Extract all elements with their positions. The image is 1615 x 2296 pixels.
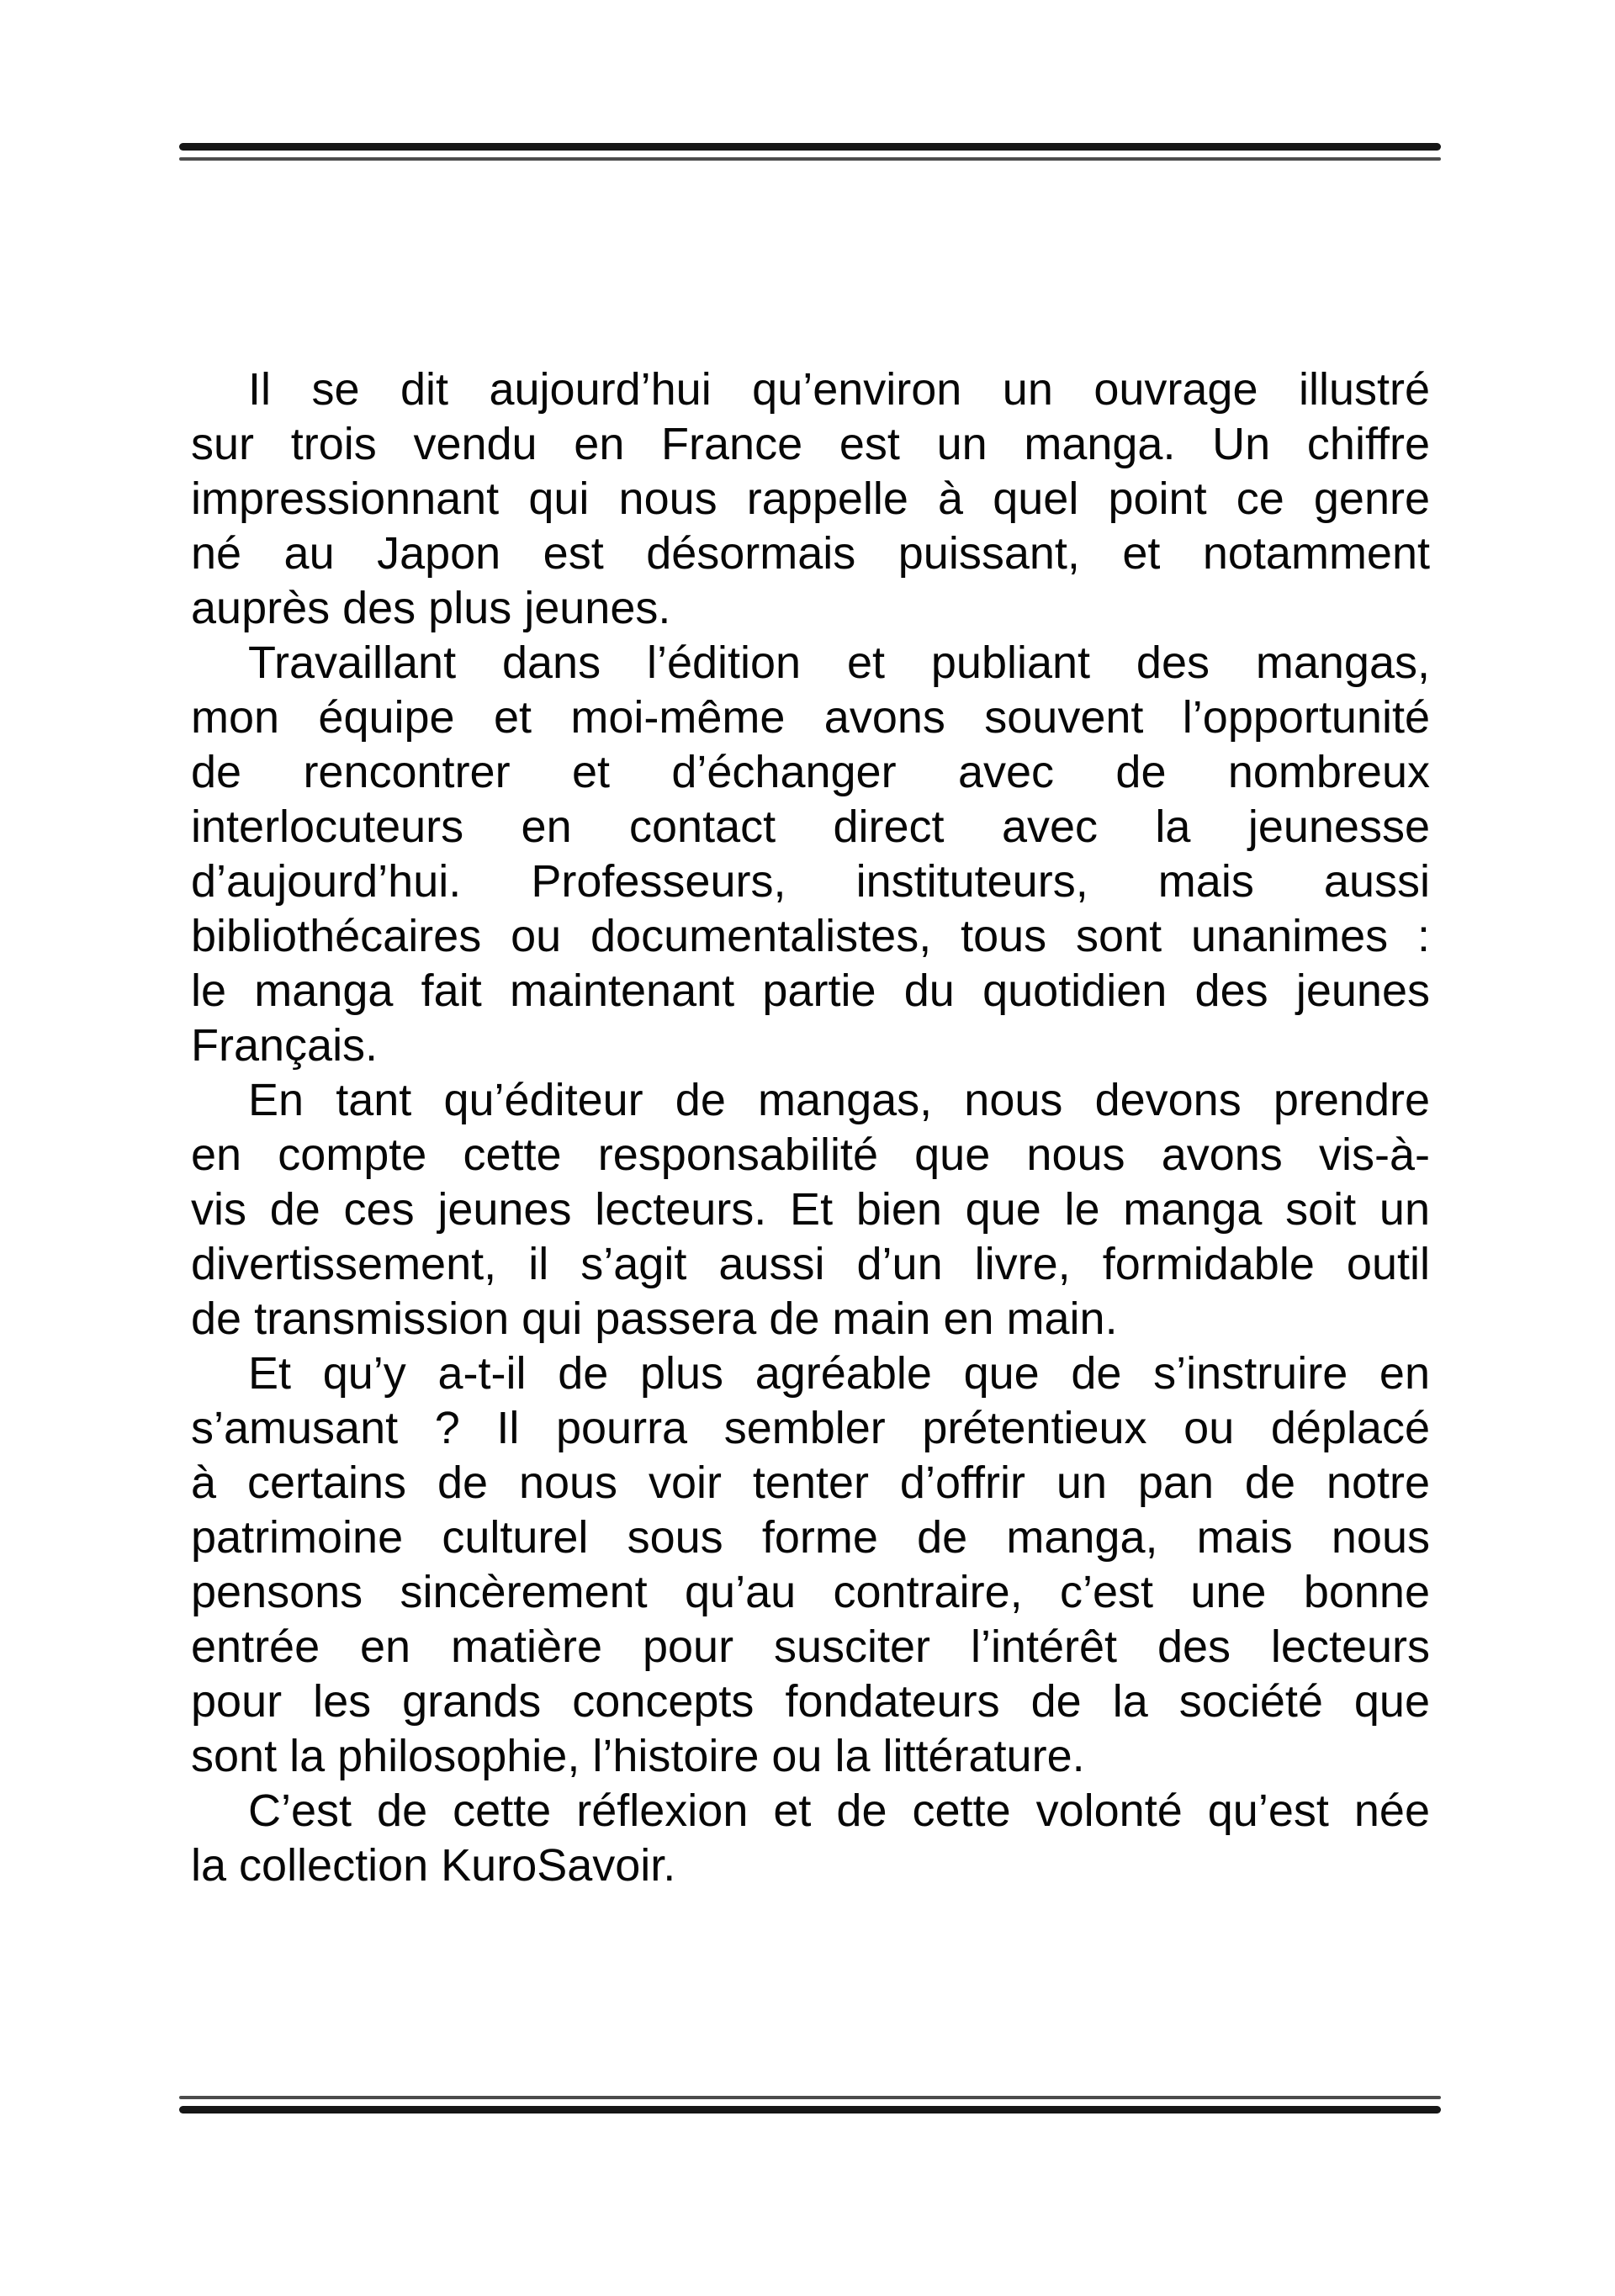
bottom-border-thin-rule [179, 2096, 1441, 2099]
text-line: entrée en matière pour susciter l’intérêt des lecteurs [191, 1621, 1430, 1672]
text-line: en compte cette responsabilité que nous avons vis-à- [191, 1129, 1430, 1180]
bottom-border-thick-rule [179, 2106, 1441, 2113]
text-line: Et qu’y a-t-il de plus agréable que de s’instruire en [248, 1348, 1430, 1399]
text-line: Français. [191, 1020, 379, 1071]
text-line: s’amusant ? Il pourra sembler prétentieux ou déplacé [191, 1403, 1430, 1453]
top-border-thick-rule [179, 143, 1441, 151]
text-line: le manga fait maintenant partie du quotidien des jeunes [191, 965, 1430, 1016]
text-line: patrimoine culturel sous forme de manga, mais nous [191, 1512, 1430, 1563]
text-line: bibliothécaires ou documentalistes, tous sont unanimes : [191, 911, 1430, 961]
paragraph-2 [191, 636, 1430, 1073]
text-line: interlocuteurs en contact direct avec la jeunesse [191, 801, 1430, 852]
text-line: mon équipe et moi-même avons souvent l’opportunité [191, 692, 1430, 743]
preface-text-block [191, 362, 1430, 1893]
top-border-thin-rule [179, 157, 1441, 161]
text-line: la collection KuroSavoir. [191, 1840, 676, 1891]
text-line: C’est de cette réflexion et de cette volonté qu’est née [248, 1785, 1430, 1836]
paragraph-4 [191, 1346, 1430, 1784]
text-line: Travaillant dans l’édition et publiant des mangas, [248, 637, 1430, 688]
text-line: Il se dit aujourd’hui qu’environ un ouvrage illustré [248, 364, 1430, 415]
text-line: d’aujourd’hui. Professeurs, instituteurs, mais aussi [191, 856, 1430, 907]
paragraph-1 [191, 362, 1430, 636]
text-line: impressionnant qui nous rappelle à quel point ce genre [191, 473, 1430, 524]
text-line: vis de ces jeunes lecteurs. Et bien que le manga soit un [191, 1184, 1430, 1235]
text-line: de transmission qui passera de main en main. [191, 1293, 1118, 1344]
text-line: à certains de nous voir tenter d’offrir un pan de notre [191, 1457, 1430, 1508]
text-line: En tant qu’éditeur de mangas, nous devons prendre [248, 1075, 1430, 1125]
text-line: pour les grands concepts fondateurs de la société que [191, 1676, 1430, 1727]
text-line: auprès des plus jeunes. [191, 583, 671, 633]
paragraph-5 [191, 1784, 1430, 1893]
text-line: de rencontrer et d’échanger avec de nombreux [191, 747, 1430, 797]
text-line: sont la philosophie, l’histoire ou la littérature. [191, 1731, 1085, 1781]
paragraph-3 [191, 1073, 1430, 1346]
text-line: pensons sincèrement qu’au contraire, c’est une bonne [191, 1567, 1430, 1617]
text-line: sur trois vendu en France est un manga. Un chiffre [191, 419, 1430, 469]
text-line: divertissement, il s’agit aussi d’un livre, formidable outil [191, 1239, 1430, 1289]
text-line: né au Japon est désormais puissant, et notamment [191, 528, 1430, 579]
